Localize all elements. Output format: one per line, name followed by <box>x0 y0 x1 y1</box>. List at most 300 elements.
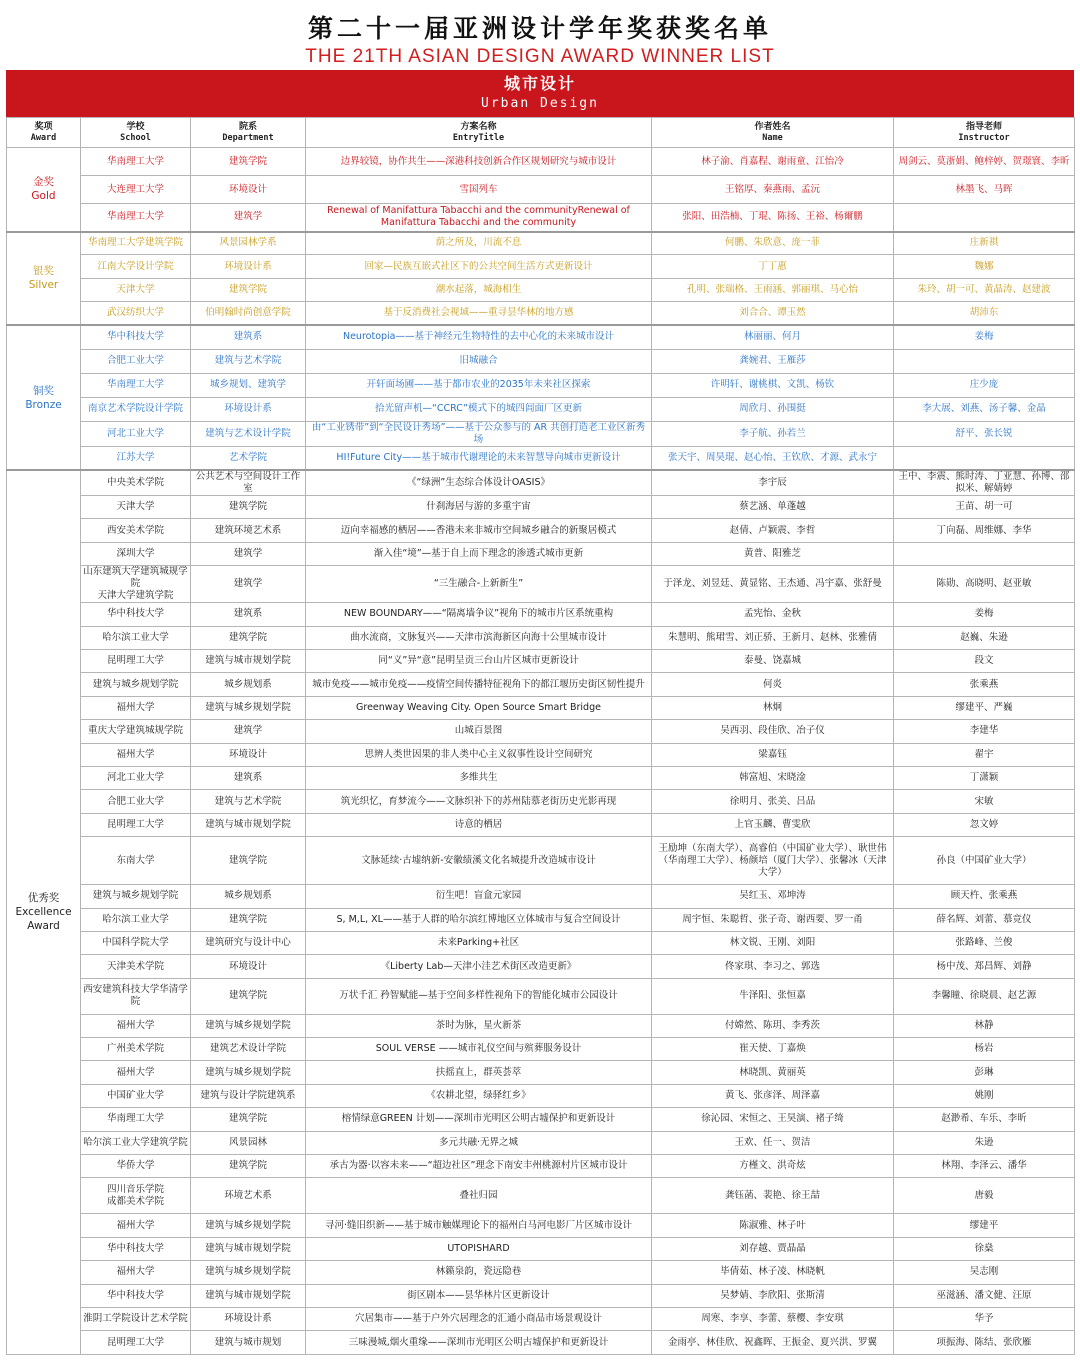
table-row <box>7 885 1075 908</box>
entry-title-cell: 潮水起落，城海相生 <box>306 278 652 301</box>
entry-title-cell: 《农耕北望，绿驿红乡》 <box>306 1084 652 1107</box>
instructor-cell: 赵巍、朱逊 <box>894 626 1075 649</box>
author-names-cell: 徐明月、张美、吕品 <box>652 790 894 813</box>
author-names-cell: 朱慧明、熊珺雪、刘正骄、王新月、赵林、张雅倩 <box>652 626 894 649</box>
department-cell: 建筑与城乡规划学院 <box>191 1014 306 1037</box>
table-row <box>7 743 1075 766</box>
author-names-cell: 李宇辰 <box>652 470 894 496</box>
award-level-label: Bronze <box>25 398 62 411</box>
school-cell: 华南理工大学 <box>81 148 191 176</box>
instructor-cell: 忽文婷 <box>894 813 1075 836</box>
table-row <box>7 204 1075 232</box>
table-row <box>7 421 1075 446</box>
award-level-label: 优秀奖 <box>27 892 60 905</box>
author-names-cell: 付嫦然、陈玥、李秀茨 <box>652 1014 894 1037</box>
entry-title-cell: SOUL VERSE ——城市礼仪空间与殡葬服务设计 <box>306 1038 652 1061</box>
table-row <box>7 1014 1075 1037</box>
school-cell: 华中科技大学 <box>81 325 191 349</box>
entry-title-cell: 未来Parking+社区 <box>306 931 652 954</box>
award-level-label: 金奖 <box>33 176 54 189</box>
col-header-entry-en: EntryTitle <box>452 132 505 143</box>
instructor-cell: 张乘燕 <box>894 673 1075 696</box>
school-cell: 福州大学 <box>81 1261 191 1284</box>
table-row <box>7 1155 1075 1178</box>
department-cell: 建筑与城乡规划学院 <box>191 1214 306 1237</box>
instructor-cell <box>894 446 1075 470</box>
author-names-cell: 龚婉君、王雁莎 <box>652 349 894 373</box>
instructor-cell: 周剑云、莫浙娟、鲍梓婷、贺璟寰、李昕 <box>894 148 1075 176</box>
instructor-cell: 唐毅 <box>894 1178 1075 1214</box>
col-header-instructor <box>894 118 1075 148</box>
col-header-award-en: Award <box>30 132 57 143</box>
department-cell: 城乡规划系 <box>191 673 306 696</box>
table-row <box>7 1108 1075 1131</box>
author-names-cell: 方槿文、洪奇炫 <box>652 1155 894 1178</box>
table-row <box>7 813 1075 836</box>
table-row <box>7 696 1075 719</box>
entry-title-cell: 拾光留声机—“CCRC”模式下的城四闾面厂区更新 <box>306 397 652 421</box>
school-cell: 福州大学 <box>81 696 191 719</box>
award-level-label: 铜奖 <box>33 384 54 397</box>
school-cell: 淮阴工学院设计艺术学院 <box>81 1308 191 1331</box>
department-cell: 公共艺术与空间设计工作室 <box>191 470 306 496</box>
author-names-cell: 赵倩、卢颖震、李哲 <box>652 519 894 542</box>
department-cell: 建筑学 <box>191 566 306 603</box>
author-names-cell: 王欢、任一、贺洁 <box>652 1131 894 1154</box>
col-header-instructor-en: Instructor <box>958 132 1010 143</box>
award-level-label: Silver <box>28 279 59 292</box>
author-names-cell: 李子航、孙若兰 <box>652 421 894 446</box>
instructor-cell: 林墨飞、马晖 <box>894 176 1075 204</box>
department-cell: 建筑学院 <box>191 908 306 931</box>
entry-title-cell: 扶摇直上，群英荟萃 <box>306 1061 652 1084</box>
table-row <box>7 496 1075 519</box>
col-header-department-en: Department <box>222 132 274 143</box>
department-cell: 环境设计 <box>191 176 306 204</box>
instructor-cell: 薛名辉、刘蕾、慕竞仪 <box>894 908 1075 931</box>
entry-title-cell: 同“义”异“意”昆明呈贡三台山片区城市更新设计 <box>306 650 652 673</box>
author-names-cell: 许明轩、谢桃棋、文凯、杨钦 <box>652 373 894 397</box>
entry-title-cell: 街区剧本——昙华林片区更新设计 <box>306 1284 652 1307</box>
department-cell: 建筑学院 <box>191 496 306 519</box>
instructor-cell: 朱玲、胡一可、黄晶涛、赵建波 <box>894 278 1075 301</box>
author-names-cell: 黄飞、张彦泽、周泽嘉 <box>652 1084 894 1107</box>
instructor-cell: 王苗、胡一可 <box>894 496 1075 519</box>
instructor-cell: 姜梅 <box>894 603 1075 626</box>
author-names-cell: 林文锐、王刚、刘阳 <box>652 931 894 954</box>
instructor-cell: 李馨瞳、徐晓晨、赵艺源 <box>894 978 1075 1014</box>
author-names-cell: 牛泽阳、张恒嘉 <box>652 978 894 1014</box>
table-row <box>7 955 1075 978</box>
page-title-cn: 第二十一届亚洲设计学年奖获奖名单 <box>307 14 772 43</box>
department-cell: 建筑学院 <box>191 978 306 1014</box>
table-row <box>7 626 1075 649</box>
school-cell: 华中科技大学 <box>81 1284 191 1307</box>
table-body <box>7 148 1075 1355</box>
table-row <box>7 720 1075 743</box>
table-row <box>7 978 1075 1014</box>
table-row <box>7 397 1075 421</box>
school-cell: 四川音乐学院 成都美术学院 <box>81 1178 191 1214</box>
author-names-cell: 龚钰菡、裴艳、徐王喆 <box>652 1178 894 1214</box>
department-cell: 建筑学 <box>191 720 306 743</box>
school-cell: 昆明理工大学 <box>81 650 191 673</box>
entry-title-cell: 曲水流商，文脉复兴——天津市滨海新区向海十公里城市设计 <box>306 626 652 649</box>
instructor-cell: 赵渺希、车乐、李昕 <box>894 1108 1075 1131</box>
department-cell: 风景园林学系 <box>191 232 306 255</box>
entry-title-cell: 什刹海居与游的多重宇宙 <box>306 496 652 519</box>
school-cell: 哈尔滨工业大学 <box>81 626 191 649</box>
document-header <box>6 6 1074 70</box>
author-names-cell: 佟家琪、李习之、郭选 <box>652 955 894 978</box>
school-cell: 福州大学 <box>81 743 191 766</box>
department-cell: 建筑学 <box>191 204 306 232</box>
entry-title-cell: Neurotopia——基于神经元生物特性的去中心化的未来城市设计 <box>306 325 652 349</box>
instructor-cell: 宋敏 <box>894 790 1075 813</box>
author-names-cell: 于泽龙、刘昱廷、黄显铭、王杰通、冯宇嘉、张舒曼 <box>652 566 894 603</box>
author-names-cell: 上官玉麟、曹雯欣 <box>652 813 894 836</box>
table-row <box>7 790 1075 813</box>
author-names-cell: 吴红玉、邓坤涛 <box>652 885 894 908</box>
department-cell: 建筑学院 <box>191 837 306 885</box>
award-level-gold <box>7 148 81 232</box>
table-row <box>7 1038 1075 1061</box>
table-row <box>7 325 1075 349</box>
author-names-cell: 林丽丽、何月 <box>652 325 894 349</box>
school-cell: 合肥工业大学 <box>81 790 191 813</box>
school-cell: 华中科技大学 <box>81 603 191 626</box>
school-cell: 广州美术学院 <box>81 1038 191 1061</box>
table-row <box>7 1084 1075 1107</box>
entry-title-cell: S, M,L, XL——基于人群的哈尔滨红博地区立体城市与复合空间设计 <box>306 908 652 931</box>
school-cell: 武汉纺织大学 <box>81 302 191 325</box>
department-cell: 建筑艺术设计学院 <box>191 1038 306 1061</box>
entry-title-cell: 回家—民族互嵌式社区下的公共空间生活方式更新设计 <box>306 255 652 278</box>
school-cell: 南京艺术学院设计学院 <box>81 397 191 421</box>
instructor-cell: 杨中茂、郑昌辉、刘静 <box>894 955 1075 978</box>
instructor-cell <box>894 542 1075 565</box>
department-cell: 建筑系 <box>191 603 306 626</box>
table-row <box>7 302 1075 325</box>
department-cell: 环境设计 <box>191 955 306 978</box>
instructor-cell: 缪建平、严巍 <box>894 696 1075 719</box>
school-cell: 河北工业大学 <box>81 421 191 446</box>
instructor-cell: 张路峰、兰俊 <box>894 931 1075 954</box>
entry-title-cell: 茶时为脉，星火新茶 <box>306 1014 652 1037</box>
entry-title-cell: NEW BOUNDARY——“隔离墙争议”视角下的城市片区系统重构 <box>306 603 652 626</box>
author-names-cell: 蔡艺涵、单蓬越 <box>652 496 894 519</box>
table-row <box>7 566 1075 603</box>
department-cell: 环境设计系 <box>191 397 306 421</box>
department-cell: 伯明翰时尚创意学院 <box>191 302 306 325</box>
school-cell: 西安美术学院 <box>81 519 191 542</box>
author-names-cell: 梁嘉钰 <box>652 743 894 766</box>
school-cell: 福州大学 <box>81 1014 191 1037</box>
author-names-cell: 吴西羽、段佳欣、冶子仪 <box>652 720 894 743</box>
table-row <box>7 1214 1075 1237</box>
school-cell: 华中科技大学 <box>81 1237 191 1260</box>
table-row <box>7 908 1075 931</box>
entry-title-cell: 渐入佳“境”—基于自上而下理念的渗透式城市更新 <box>306 542 652 565</box>
entry-title-cell: 文脉延续·古墟纳新-安徽绩溪文化名城提升改造城市设计 <box>306 837 652 885</box>
table-row <box>7 650 1075 673</box>
page-title-en: THE 21TH ASIAN DESIGN AWARD WINNER LIST <box>305 46 775 67</box>
entry-title-cell: 雪国列车 <box>306 176 652 204</box>
entry-title-cell: 山城百景图 <box>306 720 652 743</box>
school-cell: 中国矿业大学 <box>81 1084 191 1107</box>
department-cell: 建筑与城乡规划学院 <box>191 696 306 719</box>
author-names-cell: 吴梦婧、李欣阳、张斯清 <box>652 1284 894 1307</box>
school-cell: 昆明理工大学 <box>81 1331 191 1354</box>
col-header-entry-title <box>306 118 652 148</box>
author-names-cell: 孟宪怡、金秋 <box>652 603 894 626</box>
department-cell: 建筑与艺术学院 <box>191 790 306 813</box>
instructor-cell: 胡沛东 <box>894 302 1075 325</box>
entry-title-cell: 叠社归园 <box>306 1178 652 1214</box>
table-row <box>7 837 1075 885</box>
school-cell: 华南理工大学 <box>81 204 191 232</box>
table-row <box>7 673 1075 696</box>
award-level-bronze <box>7 325 81 470</box>
instructor-cell: 庄新祺 <box>894 232 1075 255</box>
department-cell: 建筑学院 <box>191 626 306 649</box>
instructor-cell: 翟宇 <box>894 743 1075 766</box>
entry-title-cell: HI!Future City——基于城市代谢理论的未来智慧导向城市更新设计 <box>306 446 652 470</box>
col-header-name-en: Name <box>762 132 783 143</box>
instructor-cell: 孙良（中国矿业大学） <box>894 837 1075 885</box>
entry-title-cell: 多维共生 <box>306 766 652 789</box>
instructor-cell: 姜梅 <box>894 325 1075 349</box>
department-cell: 建筑与城市规划 <box>191 1331 306 1354</box>
award-level-label: Award <box>27 920 60 933</box>
school-cell: 华侨大学 <box>81 1155 191 1178</box>
author-names-cell: 张天宇、周昊琨、赵心怡、王钦欣、才源、武永宁 <box>652 446 894 470</box>
entry-title-cell: 城市免疫——城市免疫——疫情空间传播特征视角下的都江堰历史街区韧性提升 <box>306 673 652 696</box>
instructor-cell: 舒平、张长锐 <box>894 421 1075 446</box>
col-header-department-cn: 院系 <box>238 121 257 132</box>
col-header-award-cn: 奖项 <box>34 121 53 132</box>
department-cell: 建筑学院 <box>191 148 306 176</box>
author-names-cell: 刘合合、谭玉然 <box>652 302 894 325</box>
award-level-silver <box>7 232 81 326</box>
award-level-label: Gold <box>31 190 56 203</box>
instructor-cell: 缪建平 <box>894 1214 1075 1237</box>
instructor-cell: 朱逊 <box>894 1131 1075 1154</box>
entry-title-cell: 多元共融·无界之城 <box>306 1131 652 1154</box>
table-row <box>7 176 1075 204</box>
entry-title-cell: 穴居集市——基于户外穴居理念的汇通小商品市场景观设计 <box>306 1308 652 1331</box>
entry-title-cell: 筑光织忆，育梦流今——文脉织补下的苏州陆慕老街历史光影再现 <box>306 790 652 813</box>
school-cell: 重庆大学建筑城规学院 <box>81 720 191 743</box>
department-cell: 建筑与城市规划学院 <box>191 813 306 836</box>
table-row <box>7 148 1075 176</box>
school-cell: 华南理工大学 <box>81 373 191 397</box>
school-cell: 东南大学 <box>81 837 191 885</box>
department-cell: 环境设计 <box>191 743 306 766</box>
instructor-cell: 项振海、陈结、张欣雁 <box>894 1331 1075 1354</box>
instructor-cell: 丁潇颖 <box>894 766 1075 789</box>
department-cell: 环境设计系 <box>191 1308 306 1331</box>
author-names-cell: 徐沁园、宋恒之、王昊演、褚子绮 <box>652 1108 894 1131</box>
department-cell: 建筑研究与设计中心 <box>191 931 306 954</box>
category-title-cn: 城市设计 <box>503 74 576 93</box>
entry-title-cell: 思辨人类世因果的非人类中心主义叙事性设计空间研究 <box>306 743 652 766</box>
instructor-cell: 李建华 <box>894 720 1075 743</box>
col-header-name-cn: 作者姓名 <box>754 121 791 132</box>
table-row <box>7 278 1075 301</box>
instructor-cell: 李大展、刘燕、汤子馨、金晶 <box>894 397 1075 421</box>
entry-title-cell: 三味漫城,烟火重缘——深圳市光明区公明古墟保护和更新设计 <box>306 1331 652 1354</box>
instructor-cell: 华予 <box>894 1308 1075 1331</box>
department-cell: 建筑与城市规划学院 <box>191 1237 306 1260</box>
col-header-department <box>191 118 306 148</box>
instructor-cell: 杨岩 <box>894 1038 1075 1061</box>
department-cell: 环境设计系 <box>191 255 306 278</box>
school-cell: 中国科学院大学 <box>81 931 191 954</box>
entry-title-cell: 开轩面场圃——基于都市农业的2035年未来社区探索 <box>306 373 652 397</box>
instructor-cell: 林静 <box>894 1014 1075 1037</box>
table-row <box>7 255 1075 278</box>
table-row <box>7 519 1075 542</box>
instructor-cell <box>894 349 1075 373</box>
entry-title-cell: 承古为器·以容未来——“超边社区”理念下南安丰州桃源村片区城市设计 <box>306 1155 652 1178</box>
entry-title-cell: 寻河·缝旧织新——基于城市触媒理论下的福州白马河电影厂片区城市设计 <box>306 1214 652 1237</box>
department-cell: 建筑与城市规划学院 <box>191 650 306 673</box>
school-cell: 江苏大学 <box>81 446 191 470</box>
award-level-label: Excellence <box>15 906 72 919</box>
table-row <box>7 766 1075 789</box>
entry-title-cell: 旧城融合 <box>306 349 652 373</box>
author-names-cell: 崔天使、丁嘉焕 <box>652 1038 894 1061</box>
author-names-cell: 孔明、张瑞格、王雨涵、郭丽琪、马心怡 <box>652 278 894 301</box>
instructor-cell: 顾天杵、张乘燕 <box>894 885 1075 908</box>
author-names-cell: 毕倩茹、林子凌、林晓帆 <box>652 1261 894 1284</box>
department-cell: 建筑与城市规划学院 <box>191 1284 306 1307</box>
school-cell: 天津大学 <box>81 278 191 301</box>
author-names-cell: 王铭厚、秦燕雨、孟沅 <box>652 176 894 204</box>
school-cell: 合肥工业大学 <box>81 349 191 373</box>
department-cell: 建筑与艺术设计学院 <box>191 421 306 446</box>
school-cell: 华南理工大学建筑学院 <box>81 232 191 255</box>
department-cell: 环境艺术系 <box>191 1178 306 1214</box>
table-row <box>7 232 1075 255</box>
instructor-cell <box>894 204 1075 232</box>
instructor-cell: 彭琳 <box>894 1061 1075 1084</box>
school-cell: 福州大学 <box>81 1214 191 1237</box>
school-cell: 建筑与城乡规划学院 <box>81 673 191 696</box>
table-row <box>7 1284 1075 1307</box>
entry-title-cell: 迈向幸福感的栖居——香港未来非城市空间城乡融合的新聚居模式 <box>306 519 652 542</box>
table-row <box>7 446 1075 470</box>
entry-title-cell: 由“工业锈带”到“全民设计秀场”——基于公众参与的 AR 共创打造老工业区新秀场 <box>306 421 652 446</box>
author-names-cell: 林炯 <box>652 696 894 719</box>
author-names-cell: 何鹏、朱欣意、庞一菲 <box>652 232 894 255</box>
award-level-excellence <box>7 470 81 1354</box>
school-cell: 山东建筑大学建筑城规学院 天津大学建筑学院 <box>81 566 191 603</box>
school-cell: 天津大学 <box>81 496 191 519</box>
col-header-school-en: School <box>120 132 151 143</box>
table-row <box>7 603 1075 626</box>
department-cell: 建筑学院 <box>191 278 306 301</box>
entry-title-cell: 榕情绿意GREEN 计划——深圳市光明区公明古墟保护和更新设计 <box>306 1108 652 1131</box>
instructor-cell: 魏娜 <box>894 255 1075 278</box>
entry-title-cell: Renewal of Manifattura Tabacchi and the communityRenewal of Manifattura Tabacchi and the community <box>306 204 652 232</box>
table-row <box>7 1061 1075 1084</box>
entry-title-cell: 荫之所及，川流不息 <box>306 232 652 255</box>
department-cell: 建筑与城乡规划学院 <box>191 1061 306 1084</box>
entry-title-cell: “三生融合-上新新生” <box>306 566 652 603</box>
author-names-cell: 韩富旭、宋晓淦 <box>652 766 894 789</box>
col-header-instructor-cn: 指导老师 <box>965 121 1002 132</box>
author-names-cell: 周寒、李享、李蕾、蔡樱、李安琪 <box>652 1308 894 1331</box>
department-cell: 建筑学院 <box>191 1108 306 1131</box>
entry-title-cell: 《“绿洲”生态综合体设计OASIS》 <box>306 470 652 496</box>
table-row <box>7 1331 1075 1354</box>
school-cell: 中央美术学院 <box>81 470 191 496</box>
col-header-award <box>7 118 81 148</box>
entry-title-cell: Greenway Weaving City. Open Source Smart Bridge <box>306 696 652 719</box>
school-cell: 建筑与城乡规划学院 <box>81 885 191 908</box>
department-cell: 建筑环境艺术系 <box>191 519 306 542</box>
department-cell: 艺术学院 <box>191 446 306 470</box>
school-cell: 华南理工大学 <box>81 1108 191 1131</box>
school-cell: 哈尔滨工业大学 <box>81 908 191 931</box>
col-header-school-cn: 学校 <box>126 121 145 132</box>
entry-title-cell: 万状千汇 矜智赋能—基于空间多样性视角下的智能化城市公园设计 <box>306 978 652 1014</box>
department-cell: 城乡规划系 <box>191 885 306 908</box>
entry-title-cell: 诗意的栖居 <box>306 813 652 836</box>
school-cell: 福州大学 <box>81 1061 191 1084</box>
table-row <box>7 349 1075 373</box>
author-names-cell: 林晓凯、黄丽英 <box>652 1061 894 1084</box>
instructor-cell: 丁向磊、周维娜、李华 <box>894 519 1075 542</box>
entry-title-cell: 基于反消费社会视域——重寻昙华林的地方感 <box>306 302 652 325</box>
school-cell: 大连理工大学 <box>81 176 191 204</box>
col-header-entry-cn: 方案名称 <box>460 121 497 132</box>
author-names-cell: 王励坤（东南大学）、高睿伯（中国矿业大学）、耿世伟（华南理工大学）、杨颜培（厦门大学）、张馨冰（天津大学） <box>652 837 894 885</box>
author-names-cell: 丁丁惠 <box>652 255 894 278</box>
instructor-cell: 段文 <box>894 650 1075 673</box>
category-title-en: Urban Design <box>481 96 599 111</box>
table-row <box>7 373 1075 397</box>
author-names-cell: 黄普、阳雅芝 <box>652 542 894 565</box>
department-cell: 建筑与设计学院建筑系 <box>191 1084 306 1107</box>
table-row <box>7 1261 1075 1284</box>
table-header-row <box>7 118 1075 148</box>
instructor-cell: 徐燊 <box>894 1237 1075 1260</box>
table-row <box>7 1131 1075 1154</box>
department-cell: 建筑学院 <box>191 1155 306 1178</box>
table-row <box>7 931 1075 954</box>
table-row <box>7 542 1075 565</box>
table-row <box>7 1308 1075 1331</box>
instructor-cell: 吴志刚 <box>894 1261 1075 1284</box>
entry-title-cell: 边界较镜，协作共生——深港科技创新合作区规划研究与城市设计 <box>306 148 652 176</box>
department-cell: 风景园林 <box>191 1131 306 1154</box>
author-names-cell: 陈淑雅、林子叶 <box>652 1214 894 1237</box>
award-level-label: 银奖 <box>33 265 54 278</box>
school-cell: 昆明理工大学 <box>81 813 191 836</box>
department-cell: 建筑与艺术学院 <box>191 349 306 373</box>
author-names-cell: 林子渝、肖嘉程、谢雨童、江怡冷 <box>652 148 894 176</box>
department-cell: 建筑学 <box>191 542 306 565</box>
entry-title-cell: 《Liberty Lab—天津小洼艺术街区改造更新》 <box>306 955 652 978</box>
entry-title-cell: UTOPISHARD <box>306 1237 652 1260</box>
author-names-cell: 周欣月、孙围挺 <box>652 397 894 421</box>
instructor-cell: 巫滋涵、潘文健、汪原 <box>894 1284 1075 1307</box>
col-header-school <box>81 118 191 148</box>
school-cell: 哈尔滨工业大学建筑学院 <box>81 1131 191 1154</box>
